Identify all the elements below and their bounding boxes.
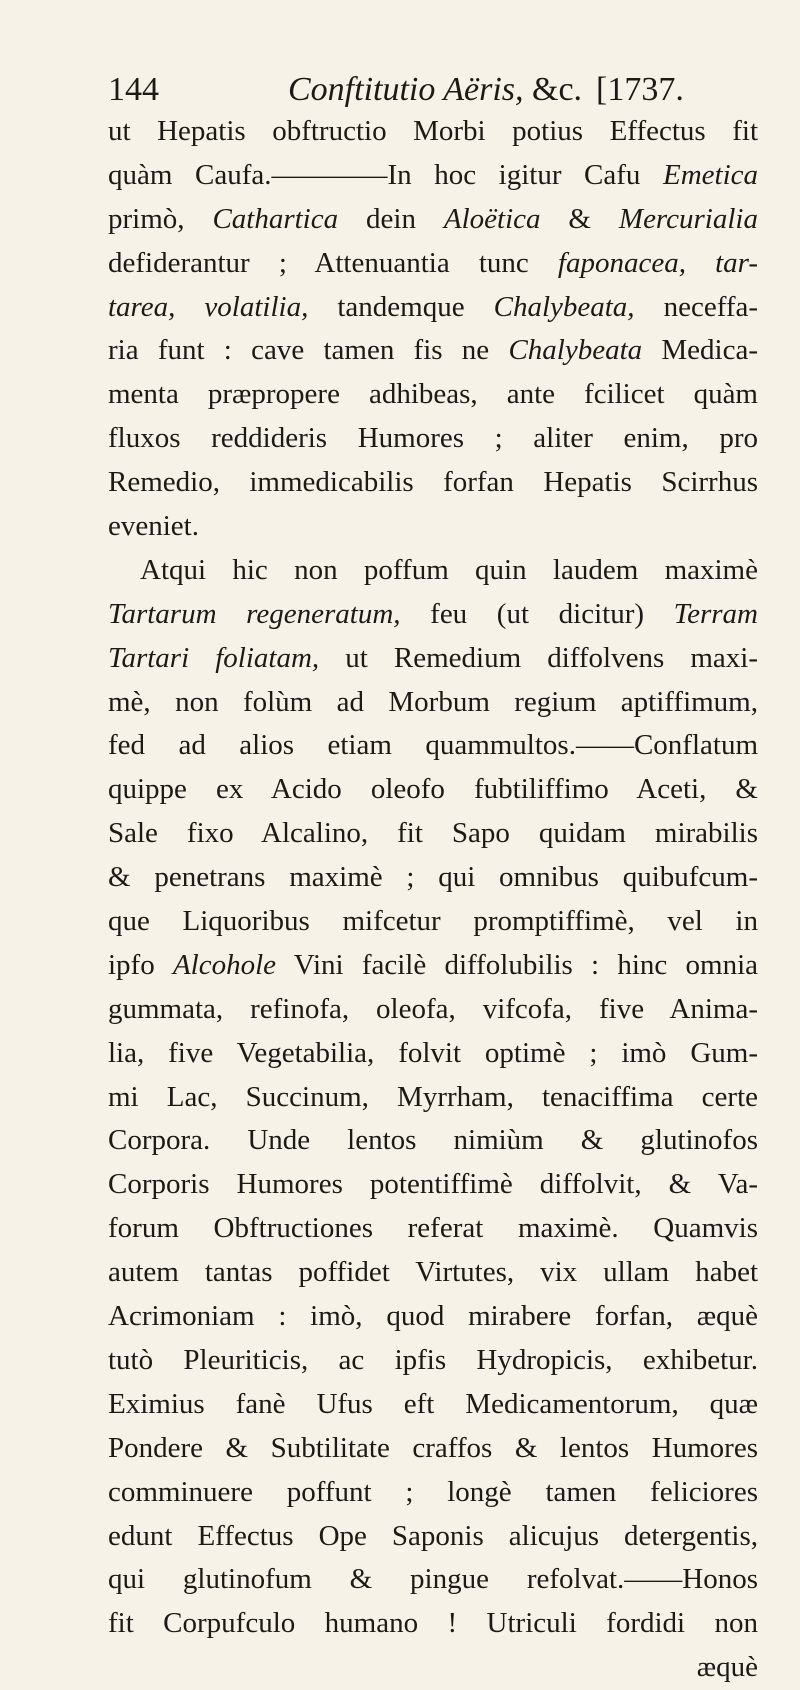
text-line xyxy=(108,637,758,681)
text-line xyxy=(108,505,758,549)
body-text xyxy=(108,110,758,1690)
italic-segment: Tartarum regeneratum, xyxy=(108,597,401,630)
text-segment: que Liquoribus mifcetur promptiffimè, vel in xyxy=(108,905,758,938)
text-line xyxy=(108,593,758,637)
text-line xyxy=(108,1295,758,1339)
text-line xyxy=(108,944,758,988)
italic-segment: Mercurialia xyxy=(618,202,758,235)
text-segment: fit Corpufculo humano ! Utriculi fordidi non xyxy=(108,1607,758,1640)
text-line xyxy=(108,154,758,198)
text-segment: edunt Effectus Ope Saponis alicujus detergentis, xyxy=(108,1519,758,1552)
text-segment: ut Remedium diffolvens maxi- xyxy=(319,641,758,674)
italic-segment: Terram xyxy=(673,597,758,630)
text-line xyxy=(108,768,758,812)
text-line xyxy=(108,1163,758,1207)
running-title xyxy=(288,68,582,112)
text-line xyxy=(108,242,758,286)
text-line xyxy=(108,329,758,373)
text-segment: & xyxy=(540,202,619,235)
text-segment: fed ad alios etiam quammultos.——Conflatum xyxy=(108,729,758,762)
text-lines xyxy=(108,110,758,1646)
text-segment: lia, five Vegetabilia, folvit optimè ; imò Gum- xyxy=(108,1036,758,1069)
text-line xyxy=(108,1119,758,1163)
text-line xyxy=(108,461,758,505)
text-line xyxy=(108,286,758,330)
text-segment: Corporis Humores potentiffimè diffolvit, & Va- xyxy=(108,1168,758,1201)
text-line xyxy=(108,1339,758,1383)
italic-segment: Chalybeata, xyxy=(493,290,635,323)
text-line xyxy=(108,988,758,1032)
text-segment: dein xyxy=(338,202,444,235)
text-segment: Sale fixo Alcalino, fit Sapo quidam mirabilis xyxy=(108,817,758,850)
catchword: æquè xyxy=(696,1651,758,1684)
italic-segment: faponacea, tar- xyxy=(557,246,758,279)
italic-segment: Aloëtica xyxy=(443,202,541,235)
text-segment: Pondere & Subtilitate craffos & lentos Humores xyxy=(108,1431,758,1464)
text-segment: quippe ex Acido oleofo fubtiliffimo Aceti, & xyxy=(108,773,758,806)
text-line xyxy=(108,110,758,154)
text-line xyxy=(108,417,758,461)
italic-segment: Emetica xyxy=(662,158,758,191)
italic-segment: tarea, volatilia, xyxy=(108,290,309,323)
running-title-text: Conftitutio Aëris, xyxy=(288,71,524,108)
text-line xyxy=(108,1032,758,1076)
text-line xyxy=(108,1471,758,1515)
italic-segment: Cathartica xyxy=(212,202,339,235)
text-segment: mè, non folùm ad Morbum regium aptiffimum, xyxy=(108,685,758,718)
text-segment: quàm Caufa.————In hoc igitur Cafu xyxy=(108,158,663,191)
text-line xyxy=(108,1207,758,1251)
text-segment: eveniet. xyxy=(108,510,199,543)
running-header xyxy=(108,68,758,112)
text-line xyxy=(108,1602,758,1646)
text-line xyxy=(108,1558,758,1602)
text-line xyxy=(108,1076,758,1120)
text-segment: & penetrans maximè ; qui omnibus quibufcum- xyxy=(108,861,758,894)
year-marker: [1737. xyxy=(596,71,684,108)
text-line xyxy=(108,373,758,417)
text-segment: gummata, refinofa, oleofa, vifcofa, five Anima- xyxy=(108,992,758,1025)
text-segment: fluxos reddideris Humores ; aliter enim, pro xyxy=(108,422,758,455)
text-segment: forum Obftructiones referat maximè. Quamvis xyxy=(108,1212,758,1245)
text-segment: mi Lac, Succinum, Myrrham, tenaciffima certe xyxy=(108,1080,758,1113)
text-line xyxy=(108,1251,758,1295)
text-segment: Acrimoniam : imò, quod mirabere forfan, æquè xyxy=(108,1300,758,1333)
text-segment: primò, xyxy=(108,202,213,235)
text-segment: Vini facilè diffolubilis : hinc omnia xyxy=(276,948,759,981)
text-segment: ut Hepatis obftructio Morbi potius Effectus fit xyxy=(108,115,758,147)
text-line xyxy=(108,900,758,944)
text-segment: tutò Pleuriticis, ac ipfis Hydropicis, exhibetur. xyxy=(108,1343,758,1376)
text-line xyxy=(108,856,758,900)
text-line xyxy=(108,1515,758,1559)
italic-segment: Alcohole xyxy=(172,948,277,981)
text-line xyxy=(108,549,758,593)
italic-segment: Chalybeata xyxy=(508,334,643,367)
running-title-suffix: &c. xyxy=(532,71,583,108)
text-line xyxy=(108,812,758,856)
text-segment: ria funt : cave tamen fis ne xyxy=(108,334,509,367)
text-segment: tandemque xyxy=(308,290,494,323)
text-segment: comminuere poffunt ; longè tamen feliciores xyxy=(108,1475,758,1508)
text-segment: autem tantas poffidet Virtutes, vix ullam habet xyxy=(108,1256,758,1289)
text-line xyxy=(108,1383,758,1427)
text-line xyxy=(108,198,758,242)
text-segment: Eximius fanè Ufus eft Medicamentorum, quæ xyxy=(108,1387,758,1420)
text-segment: menta præpropere adhibeas, ante fcilicet quàm xyxy=(108,378,758,411)
text-segment: feu (ut dicitur) xyxy=(400,597,674,630)
text-segment: qui glutinofum & pingue refolvat.——Honos xyxy=(108,1563,758,1596)
text-line xyxy=(108,724,758,768)
text-segment: Medica- xyxy=(642,334,759,367)
text-segment: Remedio, immedicabilis forfan Hepatis Scirrhus xyxy=(108,466,758,499)
text-line xyxy=(108,1427,758,1471)
text-segment: Corpora. Unde lentos nimiùm & glutinofos xyxy=(108,1124,758,1157)
text-segment: ipfo xyxy=(108,948,173,981)
italic-segment: Tartari foliatam, xyxy=(108,641,320,674)
page-number: 144 xyxy=(108,71,159,108)
text-segment: Atqui hic non poffum quin laudem maximè xyxy=(140,553,758,586)
text-segment: defiderantur ; Attenuantia tunc xyxy=(108,246,558,279)
text-line xyxy=(108,681,758,725)
text-segment: neceffa- xyxy=(634,290,759,323)
